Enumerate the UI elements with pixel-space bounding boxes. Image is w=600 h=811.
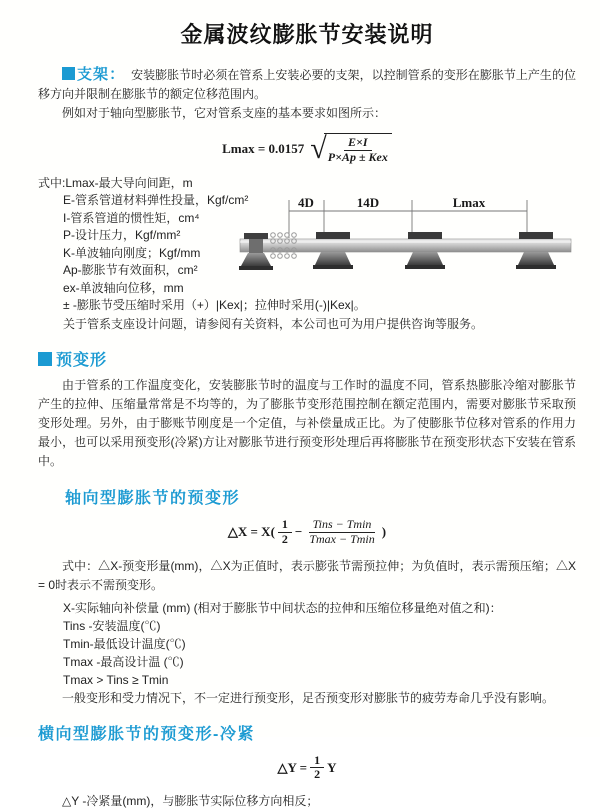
support-intro-text: 安装膨胀节时必须在管系上安装必要的支架，以控制管系的变形在膨胀节上产生的位移方向并限制在膨胀节的额定位移范围内。: [38, 68, 576, 101]
diagram-label-14d: 14D: [356, 194, 380, 210]
formula-axial-half: $\frac{1}{2}$: [278, 518, 292, 547]
lateral-subheading: 横向型膨胀节的预变形-冷紧: [38, 725, 255, 743]
lateral-note-line: △Y -冷紧量(mm)，与膨胀节实际位移方向相反；: [62, 794, 319, 809]
axial-items-list: [38, 599, 576, 707]
definition-line: E-管系管道材料弹性投量，Kgf/cm²: [63, 193, 249, 208]
formula-lmax-numerator: E×I: [344, 136, 372, 151]
definition-line: ex-单波轴向位移，mm: [63, 280, 184, 295]
definition-line: ± -膨胀节受压缩时采用（+）|Kex|；拉伸时采用(-)|Kex|。: [63, 298, 366, 313]
diagram-label-4d: 4D: [298, 194, 314, 210]
formula-lmax: [38, 133, 576, 165]
sqrt-radical-icon: √ $\frac{E\times I}{\text{P×Ap ± Kex}}$: [310, 133, 392, 165]
axial-item: Tmax > Tins ≥ Tmin: [63, 672, 169, 687]
axial-item: Tmax -最高设计温 (℃): [63, 654, 184, 669]
formula-axial-temp-fraction: $\frac{\text{Tins − Tmin}}{Tmax - Tmin}$: [309, 517, 375, 546]
formula-axial-rhs: ): [381, 524, 387, 540]
page-title: 金属波纹膨胀节安装说明: [180, 22, 434, 47]
support-example-line: 例如对于轴向型膨胀节，它对管系支座的基本要求如图所示：: [62, 106, 387, 120]
definition-line: 式中:Lmax-最大导向间距，m: [38, 175, 193, 190]
formula-axial-lhs: △X = X(: [227, 524, 275, 540]
section-support-heading: 支架：: [77, 66, 126, 83]
formula-lmax-denominator: P×Ap ± Kex: [327, 149, 388, 164]
definition-line: Ap-膨胀节有效面积，cm²: [63, 263, 198, 278]
formula-lateral-half: $\frac{1}{2}$: [310, 754, 324, 783]
formula-lateral-rhs: Y: [327, 759, 337, 775]
axial-item: Tins -安装温度(℃): [63, 618, 161, 633]
axial-item: X-实际轴向补偿量 (mm) (相对于膨胀节中间状态的拉伸和压缩位移量绝对值之和)：: [63, 600, 502, 615]
support-intro-paragraph: [38, 65, 576, 104]
blue-square-icon: [38, 352, 52, 366]
formula-lmax-lhs: Lmax = 0.0157: [222, 140, 305, 156]
definition-line: I-管系管道的惯性矩，cm⁴: [63, 210, 200, 225]
formula-axial-minus: −: [294, 524, 303, 540]
definitions-and-diagram: [38, 175, 576, 334]
definition-line: K-单波轴向刚度；Kgf/mm: [63, 245, 201, 260]
blue-square-icon: [62, 67, 75, 80]
axial-subheading: 轴向型膨胀节的预变形: [65, 490, 241, 508]
pipe-support-diagram: [238, 195, 588, 300]
formula-lateral-lhs: △Y =: [277, 759, 308, 775]
support-note: 关于管系支座设计问题，请参阅有关资料，本公司也可为用户提供咨询等服务。: [63, 316, 484, 331]
formula-axial: [38, 518, 576, 547]
definition-line: P-设计压力，Kgf/mm²: [63, 228, 181, 243]
predeform-paragraph: 由于管系的工作温度变化，安装膨胀节时的温度与工作时的温度不同，管系热膨胀冷缩对膨胀节产生的拉伸、压缩量常常是不均等的，为了膨胀节变形范围控制在额定范围内，需要对膨胀节采取预变形处理。另外，由于膨账节刚度是一个定值，与补偿量成正比。为了使膨胀节位移对管系的作用力最小，也可以采用预变形(冷紧)方让对膨胀节进行预变形处理后再将膨胀节在预变形状态下安装在管系中。: [38, 378, 576, 469]
axial-item: Tmin-最低设计温度(℃): [63, 636, 186, 651]
diagram-label-lmax: Lmax: [452, 194, 486, 210]
formula-lmax-fraction: [324, 136, 392, 165]
axial-explain-paragraph: 式中：△X-预变形量(mm)，△X为正值时，表示膨张节需预拉伸；为负值时，表示需预压缩；△X = 0时表示不需预变形。: [38, 558, 576, 592]
formula-lateral: [38, 754, 576, 783]
section-predeform-heading: 预变形: [38, 347, 576, 370]
axial-item: 一般变形和受力情况下，不一定进行预变形，足否预变形对膨胀节的疲劳寿命几乎没有影响。: [62, 690, 555, 705]
